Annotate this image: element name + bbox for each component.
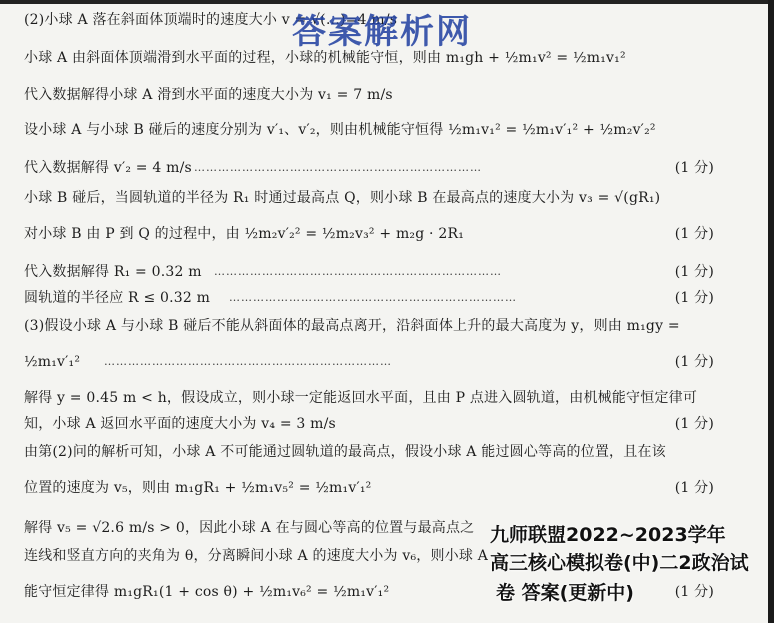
solution-line: 设小球 A 与小球 B 碰后的速度分别为 v′₁、v′₂，则由机械能守恒得 ½m₁v₁² = ½m₁v′₁² + ½m₂v′₂²: [24, 122, 656, 138]
solution-line: 连线和竖直方向的夹角为 θ，分离瞬间小球 A 的速度大小为 v₆，则小球 A: [24, 548, 489, 564]
overlay-title-line: 卷 答案(更新中): [496, 582, 634, 604]
solution-line: ½m₁v′₁² ……………………………………………………………… (1 分): [24, 354, 714, 370]
solution-line: (3)假设小球 A 与小球 B 碰后不能从斜面体的最高点离开，沿斜面体上升的最大高度为 y，则由 m₁gy =: [24, 318, 680, 334]
watermark-logo: 答案解析网: [292, 12, 472, 52]
solution-line: 知，小球 A 返回水平面的速度大小为 v₄ = 3 m/s (1 分): [24, 416, 714, 432]
solution-line: 位置的速度为 v₅，则由 m₁gR₁ + ½m₁v₅² = ½m₁v′₁² (1 分): [24, 480, 714, 496]
solution-line: 能守恒定律得 m₁gR₁(1 + cos θ) + ½m₁v₆² = ½m₁v′₁² (1 分): [24, 584, 714, 600]
solution-line: (2)小球 A 落在斜面体顶端时的速度大小 v = √(…)=4 m/s: [24, 12, 398, 28]
solution-line: 由第(2)问的解析可知，小球 A 不可能通过圆轨道的最高点，假设小球 A 能过圆心等高的位置，且在该: [24, 444, 666, 460]
score-label: (1 分): [674, 290, 714, 306]
score-label: (1 分): [674, 226, 714, 242]
overlay-title-line: 九师联盟2022~2023学年: [490, 524, 726, 546]
leader-dots: ………………………………………………………………: [214, 265, 502, 278]
score-label: (1 分): [674, 264, 714, 280]
solution-line: 小球 A 由斜面体顶端滑到水平面的过程，小球的机械能守恒，则由 m₁gh + ½m₁v² = ½m₁v₁²: [24, 50, 626, 66]
right-border: [768, 0, 774, 623]
score-label: (1 分): [674, 480, 714, 496]
solution-line: 代入数据解得小球 A 滑到水平面的速度大小为 v₁ = 7 m/s: [24, 87, 393, 103]
leader-dots: ………………………………………………………………: [229, 291, 517, 304]
score-label: (1 分): [674, 354, 714, 370]
score-label: (1 分): [674, 416, 714, 432]
solution-line: 代入数据解得 R₁ = 0.32 m ……………………………………………………………… (1 分): [24, 264, 714, 280]
solution-line: 解得 v₅ = √2.6 m/s > 0，因此小球 A 在与圆心等高的位置与最高点之: [24, 520, 475, 536]
solution-line: 圆轨道的半径应 R ≤ 0.32 m ……………………………………………………………… (1 分): [24, 290, 714, 306]
solution-line: 解得 y = 0.45 m < h，假设成立，则小球一定能返回水平面，且由 P 点进入圆轨道，由机械能守恒定律可: [24, 390, 698, 406]
score-label: (1 分): [674, 584, 714, 600]
score-label: (1 分): [674, 160, 714, 176]
solution-line: 代入数据解得 v′₂ = 4 m/s ……………………………………………………………… (1 分): [24, 160, 714, 176]
solution-line: 对小球 B 由 P 到 Q 的过程中，由 ½m₂v′₂² = ½m₂v₃² + m₂g · 2R₁ (1 分): [24, 226, 714, 242]
solution-line: 小球 B 碰后，当圆轨道的半径为 R₁ 时通过最高点 Q，则小球 B 在最高点的速度大小为 v₃ = √(gR₁): [24, 190, 661, 206]
leader-dots: ………………………………………………………………: [104, 355, 392, 368]
overlay-title-line: 高三核心模拟卷(中)二2政治试: [490, 552, 749, 574]
leader-dots: ………………………………………………………………: [194, 161, 482, 174]
